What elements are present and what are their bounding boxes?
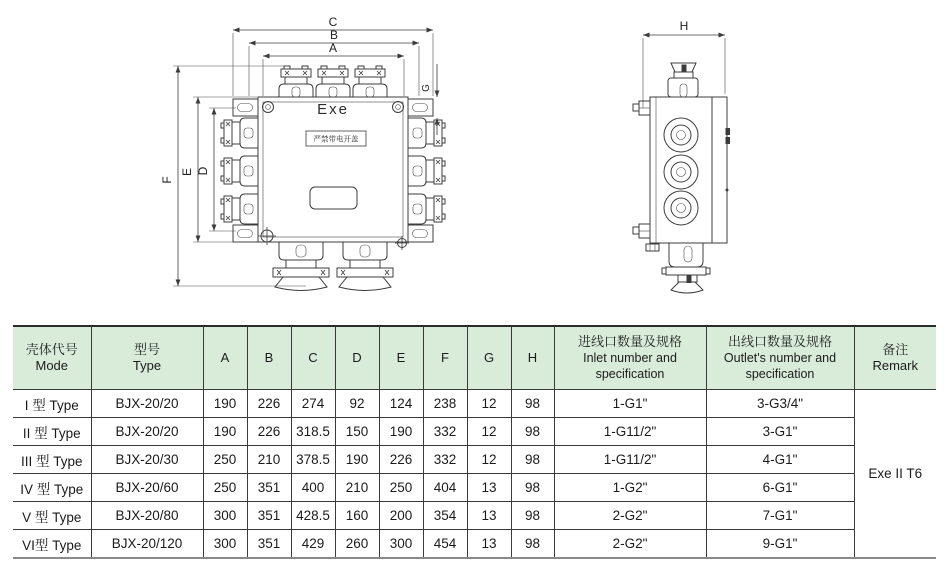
dim-f-cell: 332 (423, 446, 467, 474)
col-header-remark-en: Remark (872, 358, 918, 373)
mode-cell: V 型 Type (13, 502, 91, 530)
dim-b-cell: 351 (247, 530, 291, 559)
dim-f-cell: 404 (423, 474, 467, 502)
mode-cell: IV 型 Type (13, 474, 91, 502)
dim-label-a: A (328, 41, 338, 55)
dim-e-cell: 300 (379, 530, 423, 559)
col-header-mode-en: Mode (35, 358, 69, 373)
dim-c-cell: 429 (291, 530, 335, 559)
side-view-drawing (633, 19, 730, 293)
col-header-mode-zh: 壳体代号 (25, 342, 78, 358)
dim-label-d: D (196, 166, 210, 176)
dim-a-cell: 190 (203, 390, 247, 418)
top-cable-glands (279, 66, 387, 97)
dim-d-cell: 160 (335, 502, 379, 530)
mode-cell: VI型 Type (22, 537, 82, 553)
dim-a-cell: 250 (203, 446, 247, 474)
warning-text: 严禁带电开盖 (313, 134, 359, 144)
dim-b-cell: 351 (247, 502, 291, 530)
outlet-cell: 3-G1" (706, 418, 854, 446)
dim-e-cell: 200 (379, 502, 423, 530)
dim-label-b: B (329, 28, 339, 42)
dim-d-cell: 190 (335, 446, 379, 474)
outlet-cell: 6-G1" (706, 474, 854, 502)
outlet-cell: 4-G1" (706, 446, 854, 474)
enclosure-lid-edge (263, 102, 403, 237)
dim-b-cell: 226 (247, 390, 291, 418)
outlet-cell: 7-G1" (706, 502, 854, 530)
warning-plate (306, 131, 366, 146)
dim-f-cell: 354 (423, 502, 467, 530)
col-header-g: G (467, 326, 511, 390)
dim-d-cell: 260 (335, 530, 379, 559)
dim-a-cell: 300 (203, 502, 247, 530)
col-header-d: D (335, 326, 379, 390)
col-header-mode (13, 326, 91, 390)
type-cell: BJX-20/20 (91, 390, 203, 418)
col-header-inlet-en1: Inlet number and (583, 350, 677, 365)
dim-label-f: F (160, 176, 174, 184)
dim-h-cell: 98 (511, 446, 554, 474)
dim-c-cell: 318.5 (291, 418, 335, 446)
type-cell: BJX-20/120 (91, 530, 203, 559)
inlet-cell: 1-G1" (554, 390, 706, 418)
dim-d-cell: 150 (335, 418, 379, 446)
dim-b-cell: 351 (247, 474, 291, 502)
dim-h-cell: 98 (511, 474, 554, 502)
col-header-remark (854, 326, 936, 390)
table-row (13, 446, 936, 474)
col-header-f: F (423, 326, 467, 390)
type-cell: BJX-20/20 (91, 418, 203, 446)
col-header-h: H (511, 326, 554, 390)
dim-label-g: G (421, 84, 432, 92)
inlet-cell: 1-G11/2" (554, 446, 706, 474)
dim-a-cell: 250 (203, 474, 247, 502)
dim-h-cell: 98 (511, 390, 554, 418)
outlet-cell: 3-G3/4" (706, 390, 854, 418)
col-header-remark-zh: 备注 (882, 342, 909, 358)
bottom-cable-glands (273, 242, 393, 291)
enclosure-body (258, 97, 408, 242)
col-header-outlet (706, 326, 854, 390)
inlet-cell: 1-G11/2" (554, 418, 706, 446)
dim-label-e: E (180, 167, 194, 177)
table-row (13, 502, 936, 530)
dim-a-cell: 300 (203, 530, 247, 559)
dim-g-cell: 13 (467, 530, 511, 559)
dim-label-h: H (679, 19, 689, 33)
mode-cell: III 型 Type (13, 446, 91, 474)
col-header-type-en: Type (132, 358, 162, 373)
col-header-outlet-zh: 出线口数量及规格 (727, 333, 832, 349)
side-bottom-gland (662, 243, 710, 293)
spec-table (13, 325, 936, 559)
dim-g-cell: 12 (467, 446, 511, 474)
front-view-drawing (160, 15, 445, 291)
lid-screws (258, 102, 409, 251)
type-cell: BJX-20/80 (91, 502, 203, 530)
dim-g-cell: 13 (467, 502, 511, 530)
left-cable-glands (221, 118, 258, 224)
dim-h-cell: 98 (511, 530, 554, 559)
table-row (13, 390, 936, 418)
type-cell: BJX-20/60 (91, 474, 203, 502)
dim-a-cell: 190 (203, 418, 247, 446)
dim-e-cell: 250 (379, 474, 423, 502)
col-header-b: B (247, 326, 291, 390)
col-header-outlet-en2: specification (745, 366, 815, 381)
dim-e-cell: 124 (379, 390, 423, 418)
exe-marking: Exe (317, 101, 349, 118)
dim-g-cell: 13 (467, 474, 511, 502)
col-header-type-zh: 型号 (133, 342, 160, 358)
col-header-type (91, 326, 203, 390)
mode-cell: II 型 Type (13, 418, 91, 446)
col-header-inlet-zh: 进线口数量及规格 (577, 333, 682, 349)
col-header-a: A (203, 326, 247, 390)
dim-c-cell: 428.5 (291, 502, 335, 530)
dim-b-cell: 210 (247, 446, 291, 474)
col-header-c: C (291, 326, 335, 390)
dim-f-cell: 454 (423, 530, 467, 559)
table-row (13, 418, 936, 446)
dim-c-cell: 274 (291, 390, 335, 418)
side-mounting-tabs (633, 101, 659, 251)
dim-h-cell: 98 (511, 502, 554, 530)
dim-d-cell: 92 (335, 390, 379, 418)
table-header-row (13, 326, 936, 390)
inlet-cell: 1-G2" (554, 474, 706, 502)
dim-c-cell: 400 (291, 474, 335, 502)
side-hinge-marks (726, 128, 731, 192)
dim-d-cell: 210 (335, 474, 379, 502)
inlet-cell: 2-G2" (554, 530, 706, 559)
dim-g-cell: 12 (467, 418, 511, 446)
dim-h-cell: 98 (511, 418, 554, 446)
dim-c-cell: 378.5 (291, 446, 335, 474)
nameplate (310, 187, 357, 209)
col-header-outlet-en1: Outlet's number and (723, 350, 837, 365)
side-gland-holes (664, 118, 698, 225)
col-header-inlet-en2: specification (595, 366, 665, 381)
inlet-cell: 2-G2" (554, 502, 706, 530)
mode-cell: I 型 Type (13, 390, 91, 418)
dim-label-c: C (328, 15, 338, 29)
right-cable-glands (408, 118, 445, 224)
table-row (13, 530, 936, 559)
dim-e-cell: 226 (379, 446, 423, 474)
col-header-inlet (554, 326, 706, 390)
dim-e-cell: 190 (379, 418, 423, 446)
dim-f-cell: 332 (423, 418, 467, 446)
table-row (13, 474, 936, 502)
remark-cell: Exe II T6 (854, 390, 936, 559)
side-top-gland (668, 63, 698, 97)
type-cell: BJX-20/30 (91, 446, 203, 474)
side-enclosure-body (650, 97, 727, 243)
dim-b-cell: 226 (247, 418, 291, 446)
col-header-e: E (379, 326, 423, 390)
outlet-cell: 9-G1" (706, 530, 854, 559)
dim-g-cell: 12 (467, 390, 511, 418)
dim-f-cell: 238 (423, 390, 467, 418)
